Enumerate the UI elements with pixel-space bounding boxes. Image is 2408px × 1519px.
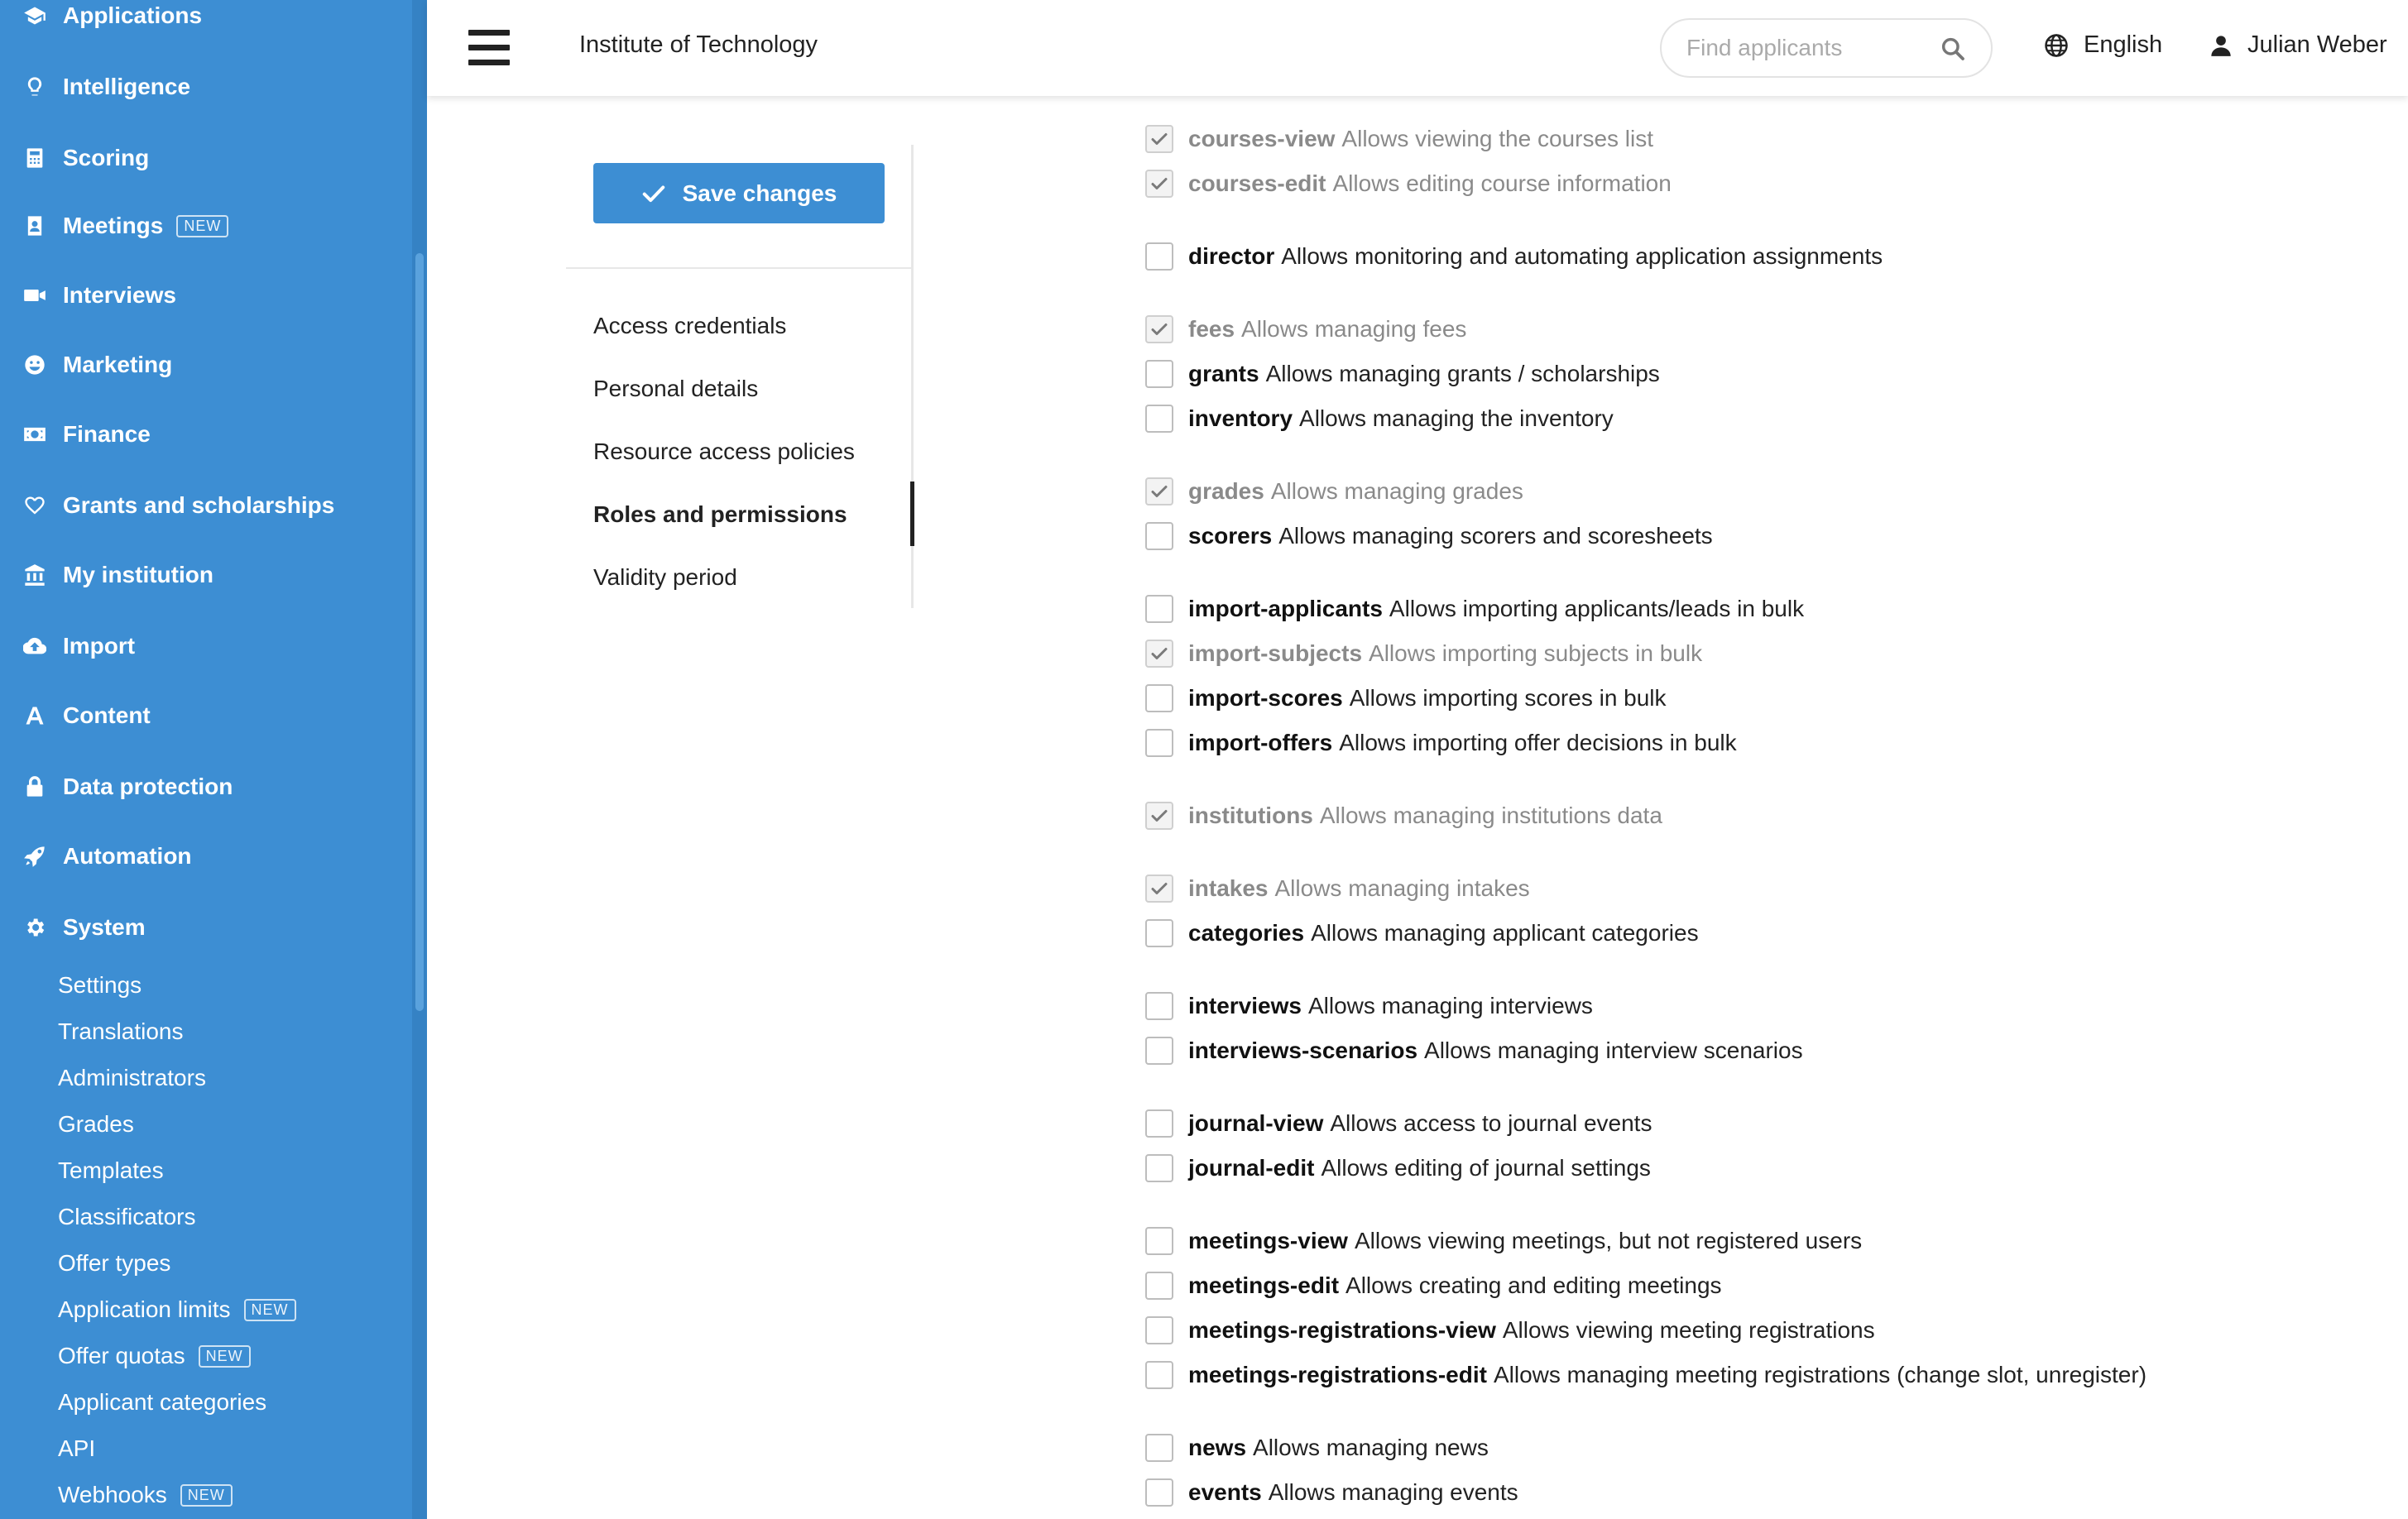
permission-key: grades — [1188, 478, 1264, 504]
new-badge: NEW — [176, 215, 228, 237]
check-icon — [1149, 644, 1169, 664]
permission-description: Allows managing grades — [1270, 478, 1523, 504]
permission-checkbox[interactable] — [1145, 360, 1173, 388]
sidebar-subitem-label: Settings — [58, 972, 142, 998]
check-icon — [1149, 174, 1169, 194]
check-icon — [1149, 319, 1169, 339]
rocket-icon — [22, 843, 48, 870]
permission-key: events — [1188, 1479, 1262, 1505]
permission-key: intakes — [1188, 875, 1269, 901]
permission-description: Allows viewing the courses list — [1341, 126, 1654, 151]
sidebar-item-label: Import — [63, 633, 136, 659]
sidebar-item-my-institution[interactable] — [22, 553, 213, 597]
save-button-label: Save changes — [682, 180, 837, 206]
sidebar — [0, 0, 427, 1519]
permission-description: Allows managing scorers and scoresheets — [1278, 523, 1713, 549]
permission-checkbox[interactable] — [1145, 477, 1173, 506]
new-badge: NEW — [180, 1484, 233, 1507]
permission-description: Allows managing news — [1253, 1435, 1489, 1460]
sidebar-subitem-label: Translations — [58, 1018, 184, 1044]
checkmark-icon — [641, 181, 666, 206]
sidebar-item-content[interactable] — [22, 693, 151, 738]
sidebar-subitem-label: Administrators — [58, 1065, 206, 1090]
language-label: English — [2084, 31, 2163, 58]
sidebar-item-label: Finance — [63, 421, 151, 447]
sidebar-item-label: Meetings — [63, 213, 164, 238]
sidebar-subitem-label: Templates — [58, 1157, 164, 1183]
sidebar-item-automation[interactable] — [22, 834, 192, 879]
permission-row-grades[interactable] — [1145, 475, 1523, 508]
permission-row-news[interactable] — [1145, 1431, 1489, 1464]
permission-checkbox[interactable] — [1145, 640, 1173, 668]
sidebar-item-label: Grants and scholarships — [63, 492, 335, 518]
permission-description: Allows managing meeting registrations (change slot, unregister) — [1493, 1362, 2147, 1387]
permission-row-import-scores[interactable] — [1145, 682, 1667, 715]
sidebar-subitem-application-limits[interactable] — [58, 1289, 296, 1330]
form-nav-access-credentials[interactable]: Access credentials — [593, 313, 787, 338]
permission-row-events[interactable] — [1145, 1476, 1518, 1509]
permission-checkbox[interactable] — [1145, 170, 1173, 198]
permission-checkbox[interactable] — [1145, 684, 1173, 712]
sidebar-subitem-administrators[interactable] — [58, 1057, 206, 1099]
sidebar-item-label: Automation — [63, 843, 192, 869]
sidebar-subitem-templates[interactable] — [58, 1150, 164, 1191]
permission-description: Allows managing interview scenarios — [1424, 1037, 1803, 1063]
sidebar-item-intelligence[interactable] — [22, 65, 190, 109]
sidebar-subitem-label: Applicant categories — [58, 1389, 267, 1415]
permission-description: Allows importing scores in bulk — [1349, 685, 1667, 711]
permission-row-meetings-edit[interactable] — [1145, 1269, 1722, 1302]
permission-row-intakes[interactable] — [1145, 872, 1530, 905]
check-icon — [1149, 806, 1169, 826]
contact-card-icon — [22, 213, 48, 239]
check-icon — [1149, 129, 1169, 149]
permission-row-director[interactable] — [1145, 240, 1883, 273]
form-nav-resource-access-policies[interactable]: Resource access policies — [593, 438, 855, 464]
sidebar-subitem-label: Classificators — [58, 1204, 196, 1229]
sidebar-item-interviews[interactable] — [22, 273, 176, 318]
new-badge: NEW — [244, 1299, 296, 1321]
permission-description: Allows managing interviews — [1307, 993, 1593, 1018]
user-icon — [2209, 33, 2233, 58]
form-nav-personal-details[interactable]: Personal details — [593, 376, 759, 401]
sidebar-item-label: Marketing — [63, 352, 173, 377]
permission-checkbox[interactable] — [1145, 405, 1173, 433]
permission-row-categories[interactable] — [1145, 917, 1699, 950]
permission-row-inventory[interactable] — [1145, 402, 1614, 435]
user-menu[interactable] — [2209, 31, 2387, 59]
permission-checkbox[interactable] — [1145, 1037, 1173, 1065]
sidebar-subitem-offer-types[interactable] — [58, 1243, 170, 1284]
permission-row-scorers[interactable] — [1145, 520, 1713, 553]
permission-checkbox[interactable] — [1145, 875, 1173, 903]
sidebar-item-label: System — [63, 914, 146, 940]
sidebar-subitem-api[interactable] — [58, 1428, 95, 1469]
permission-row-meetings-view[interactable] — [1145, 1224, 1862, 1258]
sidebar-item-label: Interviews — [63, 282, 176, 308]
permission-checkbox[interactable] — [1145, 315, 1173, 343]
font-icon — [22, 702, 48, 729]
permission-key: meetings-registrations-edit — [1188, 1362, 1487, 1387]
permission-description: Allows managing fees — [1241, 316, 1467, 342]
sidebar-subitem-label: Webhooks — [58, 1482, 167, 1507]
permission-description: Allows access to journal events — [1330, 1110, 1653, 1136]
sidebar-item-scoring[interactable] — [22, 136, 149, 180]
permission-description: Allows importing offer decisions in bulk — [1339, 730, 1737, 755]
sidebar-subitem-label: Offer quotas — [58, 1343, 185, 1368]
form-nav-roles-and-permissions[interactable]: Roles and permissions — [593, 501, 847, 527]
permission-description: Allows managing events — [1268, 1479, 1518, 1505]
permission-checkbox[interactable] — [1145, 522, 1173, 550]
permission-key: courses-view — [1188, 126, 1336, 151]
permission-key: meetings-edit — [1188, 1272, 1340, 1298]
sidebar-item-marketing[interactable] — [22, 343, 172, 387]
sidebar-item-data-protection[interactable] — [22, 764, 233, 809]
permission-checkbox[interactable] — [1145, 1316, 1173, 1344]
save-button[interactable] — [593, 163, 885, 223]
permission-key: import-scores — [1188, 685, 1343, 711]
permission-row-journal-edit[interactable] — [1145, 1152, 1651, 1185]
sidebar-item-grants-and-scholarships[interactable] — [22, 483, 334, 528]
permission-key: import-offers — [1188, 730, 1333, 755]
permission-key: import-subjects — [1188, 640, 1363, 666]
permission-description: Allows managing the inventory — [1299, 405, 1614, 431]
permission-checkbox[interactable] — [1145, 242, 1173, 271]
lock-icon — [22, 774, 48, 800]
permission-key: categories — [1188, 920, 1305, 946]
permission-checkbox[interactable] — [1145, 729, 1173, 757]
video-camera-icon — [22, 282, 48, 309]
sidebar-subitem-label: Application limits — [58, 1296, 231, 1322]
sidebar-item-label: Content — [63, 702, 151, 728]
sidebar-subitem-webhooks[interactable] — [58, 1474, 233, 1516]
sidebar-item-label: My institution — [63, 562, 213, 587]
gear-icon — [22, 914, 48, 941]
permission-row-institutions[interactable] — [1145, 799, 1662, 832]
permission-description: Allows viewing meeting registrations — [1502, 1317, 1875, 1343]
sidebar-subitem-label: Offer types — [58, 1250, 171, 1276]
check-icon — [1149, 482, 1169, 501]
permission-row-import-applicants[interactable] — [1145, 592, 1804, 625]
sidebar-item-label: Scoring — [63, 145, 150, 170]
permission-row-fees[interactable] — [1145, 313, 1466, 346]
permission-description: Allows importing subjects in bulk — [1369, 640, 1703, 666]
permission-key: courses-edit — [1188, 170, 1326, 196]
permission-description: Allows importing applicants/leads in bulk — [1389, 596, 1805, 621]
permission-description: Allows managing grants / scholarships — [1265, 361, 1660, 386]
permission-description: Allows monitoring and automating application assignments — [1281, 243, 1883, 269]
new-badge: NEW — [199, 1345, 251, 1368]
permission-checkbox[interactable] — [1145, 802, 1173, 830]
permission-key: scorers — [1188, 523, 1273, 549]
permission-row-grants[interactable] — [1145, 357, 1660, 391]
permission-description: Allows editing of journal settings — [1321, 1155, 1651, 1181]
permission-checkbox[interactable] — [1145, 1361, 1173, 1389]
permission-key: meetings-view — [1188, 1228, 1348, 1253]
permission-row-meetings-registrations-edit[interactable] — [1145, 1358, 2147, 1392]
university-icon — [22, 562, 48, 588]
sidebar-subitem-classificators[interactable] — [58, 1196, 195, 1238]
permission-checkbox[interactable] — [1145, 1109, 1173, 1138]
permission-checkbox[interactable] — [1145, 1272, 1173, 1300]
sidebar-subitem-applicant-categories[interactable] — [58, 1382, 266, 1423]
permission-key: journal-edit — [1188, 1155, 1315, 1181]
permission-key: meetings-registrations-view — [1188, 1317, 1496, 1343]
sidebar-item-applications[interactable] — [22, 0, 202, 38]
permission-key: news — [1188, 1435, 1247, 1460]
permission-row-meetings-registrations-view[interactable] — [1145, 1314, 1875, 1347]
search-box[interactable] — [1660, 18, 1993, 78]
permission-row-courses-edit[interactable] — [1145, 167, 1672, 200]
permission-row-import-offers[interactable] — [1145, 726, 1737, 760]
lightbulb-icon — [22, 74, 48, 100]
cloud-upload-icon — [22, 633, 48, 659]
check-icon — [1149, 879, 1169, 898]
institution-name: Institute of Technology — [579, 31, 818, 58]
smile-icon — [22, 352, 48, 378]
sidebar-scrollbar-thumb[interactable] — [415, 253, 424, 1011]
language-selector[interactable] — [2044, 31, 2162, 59]
heart-icon — [22, 492, 48, 519]
sidebar-item-system[interactable] — [22, 905, 146, 950]
sidebar-subitem-settings[interactable] — [58, 965, 142, 1006]
permission-key: journal-view — [1188, 1110, 1324, 1136]
permission-row-import-subjects[interactable] — [1145, 637, 1702, 670]
permission-key: grants — [1188, 361, 1259, 386]
sidebar-item-import[interactable] — [22, 624, 135, 668]
permission-checkbox[interactable] — [1145, 1227, 1173, 1255]
sidebar-subitem-translations[interactable] — [58, 1011, 183, 1052]
graduation-cap-icon — [22, 2, 48, 29]
permission-checkbox[interactable] — [1145, 1478, 1173, 1507]
permission-checkbox[interactable] — [1145, 595, 1173, 623]
globe-icon — [2044, 33, 2069, 58]
sidebar-item-finance[interactable] — [22, 412, 151, 457]
permission-row-interviews[interactable] — [1145, 990, 1593, 1023]
top-header — [427, 0, 2408, 96]
permission-key: interviews — [1188, 993, 1302, 1018]
permission-row-interviews-scenarios[interactable] — [1145, 1034, 1803, 1067]
permission-description: Allows editing course information — [1332, 170, 1672, 196]
permission-key: import-applicants — [1188, 596, 1383, 621]
sidebar-item-meetings[interactable] — [22, 204, 228, 248]
permission-description: Allows managing intakes — [1274, 875, 1530, 901]
permission-key: interviews-scenarios — [1188, 1037, 1418, 1063]
permission-description: Allows managing institutions data — [1319, 803, 1662, 828]
sidebar-subitem-grades[interactable] — [58, 1104, 134, 1145]
permission-checkbox[interactable] — [1145, 919, 1173, 947]
permission-row-courses-view[interactable] — [1145, 122, 1653, 156]
permission-key: institutions — [1188, 803, 1313, 828]
permission-checkbox[interactable] — [1145, 1434, 1173, 1462]
permission-description: Allows creating and editing meetings — [1346, 1272, 1722, 1298]
money-bill-icon — [22, 421, 48, 448]
permission-description: Allows viewing meetings, but not registered users — [1354, 1228, 1863, 1253]
calculator-icon — [22, 145, 48, 171]
permission-checkbox[interactable] — [1145, 125, 1173, 153]
permission-key: fees — [1188, 316, 1235, 342]
form-nav-validity-period[interactable]: Validity period — [593, 564, 737, 590]
permission-key: inventory — [1188, 405, 1293, 431]
sidebar-item-label: Applications — [63, 2, 203, 28]
divider — [566, 267, 914, 269]
sidebar-subitem-offer-quotas[interactable] — [58, 1335, 251, 1377]
user-name: Julian Weber — [2247, 31, 2387, 58]
sidebar-subitem-label: API — [58, 1435, 96, 1461]
sidebar-item-label: Intelligence — [63, 74, 191, 99]
permission-checkbox[interactable] — [1145, 1154, 1173, 1182]
permission-checkbox[interactable] — [1145, 992, 1173, 1020]
sidebar-item-label: Data protection — [63, 774, 233, 799]
active-indicator — [910, 482, 914, 546]
permission-key: director — [1188, 243, 1275, 269]
hamburger-menu-icon[interactable] — [468, 30, 510, 66]
sidebar-subitem-label: Grades — [58, 1111, 134, 1137]
permission-description: Allows managing applicant categories — [1311, 920, 1699, 946]
search-input[interactable] — [1686, 35, 1935, 61]
permission-row-journal-view[interactable] — [1145, 1107, 1652, 1140]
search-icon[interactable] — [1940, 36, 1966, 62]
